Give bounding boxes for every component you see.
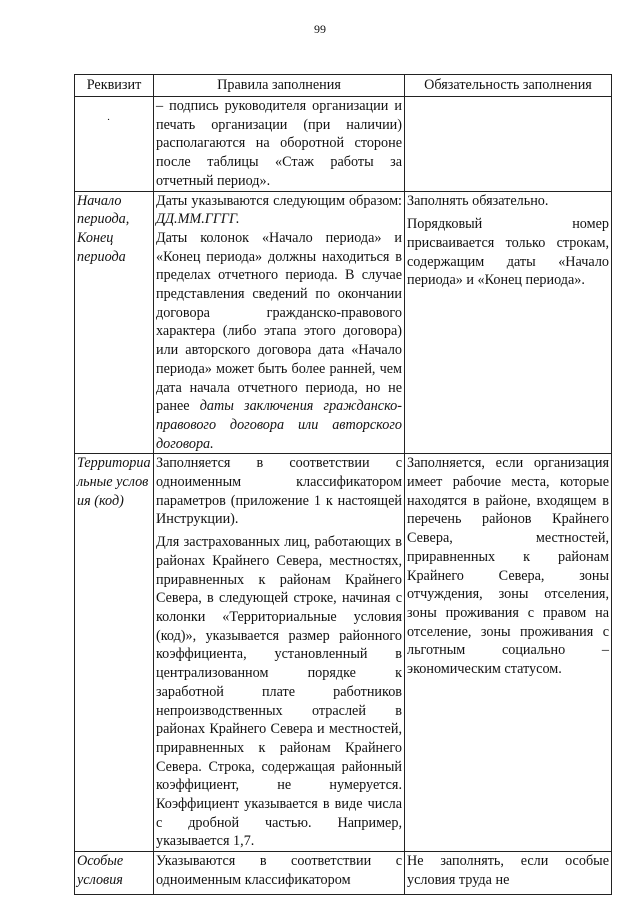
date-format: ДД.ММ.ГГГГ. bbox=[156, 211, 240, 228]
rules-text: – подпись руководителя организации и печать организации (при наличии) располагаются на оборотной стороне после таблицы «Стаж работы за отчетный период». bbox=[156, 98, 402, 189]
header-obligation: Обязательность заполнения bbox=[405, 75, 612, 97]
stray-mark: · bbox=[107, 114, 110, 126]
obligation-cell bbox=[405, 191, 612, 454]
table-header-row bbox=[75, 75, 612, 97]
page-number: 99 bbox=[314, 22, 326, 36]
instruction-table bbox=[74, 74, 612, 895]
rules-cell bbox=[154, 852, 405, 895]
obligation-text: Заполнять обязательно. bbox=[407, 192, 549, 209]
rekvizit-cell bbox=[75, 852, 154, 895]
rules-text: Указываются в соответствии с одноименным классификатором bbox=[156, 853, 402, 888]
obligation-text: Порядковый номер присваивается только строкам, содержащим даты «Начало периода» и «Конец периода». bbox=[407, 216, 609, 289]
rekvizit-label: Территориальные условия (код) bbox=[77, 455, 151, 509]
table-row bbox=[75, 191, 612, 454]
rekvizit-cell bbox=[75, 97, 154, 192]
rules-text: Даты указываются следующим образом: ДД.ММ.ГГГГ. bbox=[156, 192, 402, 228]
obligation-cell bbox=[405, 852, 612, 895]
rekvizit-label: Начало периода, Конец периода bbox=[77, 192, 130, 265]
table-row bbox=[75, 852, 612, 895]
obligation-cell bbox=[405, 97, 612, 192]
rules-cell bbox=[154, 454, 405, 852]
rules-text: Для застрахованных лиц, работающих в районах Крайнего Севера, местностях, приравненных к районам Крайнего Севера, в следующей строке, начиная с колонки «Территориальные условия (код)», указывается размер районного коэффициента, установленный в централизованном порядке к заработной плате работников непроизводственных отраслей в районах Крайнего Севера и местностей, приравненных к районам Крайнего Севера. Строка, содержащая районный коэффициент, не нумеруется. Коэффициент указывается в виде числа с дробной частью. Например, указывается 1,7. bbox=[156, 534, 402, 850]
rekvizit-cell bbox=[75, 454, 154, 852]
table-row bbox=[75, 454, 612, 852]
rules-cell bbox=[154, 97, 405, 192]
table-row bbox=[75, 97, 612, 192]
rekvizit-label: Особые условия bbox=[77, 853, 124, 888]
rekvizit-cell bbox=[75, 191, 154, 454]
rules-text: Даты колонок «Начало периода» и «Конец периода» должны находиться в пределах отчетного периода. В случае представления сведений по окончании договора гражданско-правового характера (либо этапа этого договора) или авторского договора дата «Начало периода» может быть более ранней, чем дата начала отчетного периода, но не ранее даты заключения гражданско-правового договора или авторского договора. bbox=[156, 229, 402, 452]
rules-text: Заполняется в соответствии с одноименным классификатором параметров (приложение 1 к настоящей Инструкции). bbox=[156, 455, 402, 528]
obligation-text: Не заполнять, если особые условия труда не bbox=[407, 853, 609, 888]
header-rekvizit: Реквизит bbox=[75, 75, 154, 97]
header-rules: Правила заполнения bbox=[154, 75, 405, 97]
obligation-cell bbox=[405, 454, 612, 852]
obligation-text: Заполняется, если организация имеет рабочие места, которые находятся в районе, входящем в перечень районов Крайнего Севера, местностей, приравненных к районам Крайнего Севера, зоны отчуждения, зоны отселения, зоны проживания с правом на отселение, зоны проживания с льготным социально – экономическим статусом. bbox=[407, 455, 609, 678]
rules-cell bbox=[154, 191, 405, 454]
